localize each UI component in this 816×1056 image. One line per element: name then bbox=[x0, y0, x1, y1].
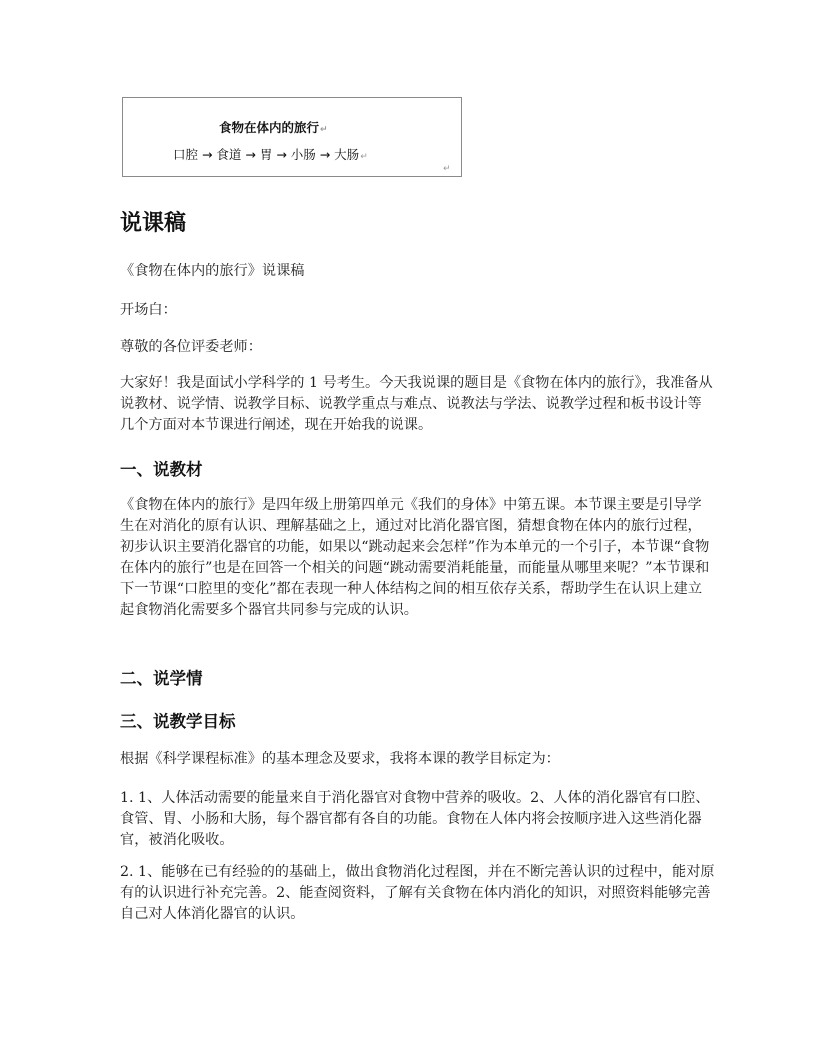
figure-flow-line: 口腔 → 食道 → 胃 → 小肠 → 大肠↵ bbox=[173, 147, 368, 162]
objective-item-1: 1. 1、人体活动需要的能量来自于消化器官对食物中营养的吸收。2、人体的消化器官有口腔、食管、胃、小肠和大肠，每个器官都有各自的功能。食物在人体内将会按顺序进入这些消化器官，被消化吸收。 bbox=[120, 790, 710, 848]
document-subtitle: 《食物在体内的旅行》说课稿 bbox=[120, 263, 305, 279]
intro-paragraph: 大家好！我是面试小学科学的 1 号考生。今天我说课的题目是《食物在体内的旅行》，我准备从说教材、说学情、说教学目标、说教学重点与难点、说教法与学法、说教学过程和板书设计等几个方面对本节课进行阐述，现在开始我的说课。 bbox=[120, 375, 713, 433]
section-heading-objectives: 三、说教学目标 bbox=[120, 712, 236, 731]
paragraph-mark-icon: ↵ bbox=[320, 125, 328, 135]
paragraph-mark-icon: ↵ bbox=[443, 164, 451, 174]
greeting-line: 尊敬的各位评委老师： bbox=[120, 339, 262, 355]
objective-item-2: 2. 1、能够在已有经验的的基础上，做出食物消化过程图，并在不断完善认识的过程中，能对原有的认识进行补充完善。2、能查阅资料，了解有关食物在体内消化的知识，对照资料能够完善自己对人体消化器官的认识。 bbox=[120, 864, 715, 922]
figure-title: 食物在体内的旅行↵ bbox=[219, 120, 328, 135]
objectives-intro: 根据《科学课程标准》的基本理念及要求，我将本课的教学目标定为： bbox=[120, 751, 560, 767]
opening-label: 开场白： bbox=[120, 302, 177, 318]
textbook-paragraph: 《食物在体内的旅行》是四年级上册第四单元《我们的身体》中第五课。本节课主要是引导学生在对消化的原有认识、理解基础之上，通过对比消化器官图，猜想食物在体内的旅行过程，初步认识主要消化器官的功能，如果以“跳动起来会怎样”作为本单元的一个引子，本节课“食物在体内的旅行”也是在回答一个相关的问题“跳动需要消耗能量，而能量从哪里来呢？”本节课和下一节课“口腔里的变化”都在表现一种人体结构之间的相互依存关系，帮助学生在认识上建立起食物消化需要多个器官共同参与完成的认识。 bbox=[120, 497, 710, 618]
section-heading-textbook: 一、说教材 bbox=[120, 460, 203, 479]
digestion-flow-figure bbox=[122, 97, 462, 177]
paragraph-mark-icon: ↵ bbox=[360, 152, 368, 162]
section-heading-learners: 二、说学情 bbox=[120, 669, 203, 688]
document-title: 说课稿 bbox=[120, 211, 187, 236]
